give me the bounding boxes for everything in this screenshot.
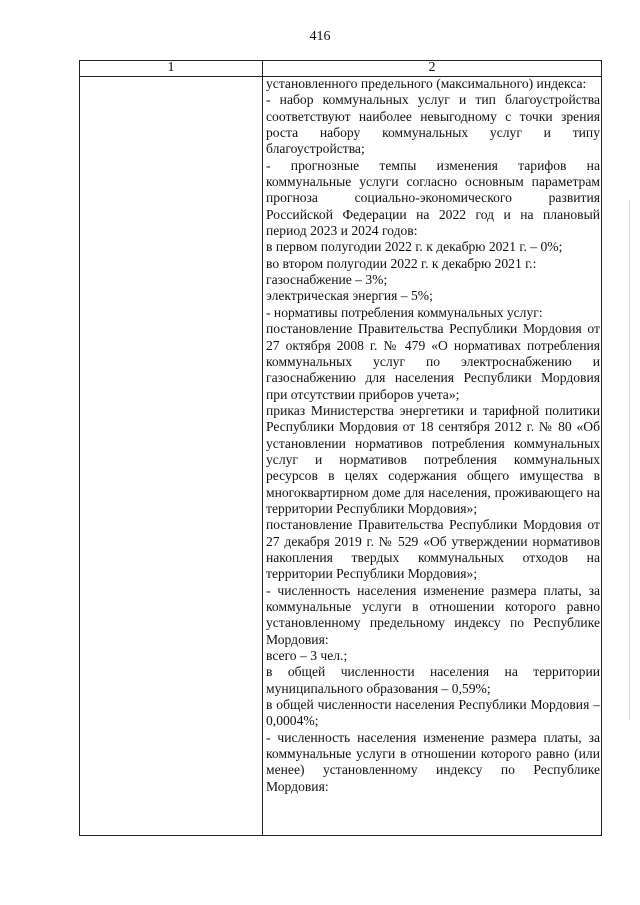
column-2-body: [266, 76, 600, 795]
paragraph: газоснабжение – 3%;: [266, 272, 388, 288]
page-number: 416: [309, 29, 331, 44]
paragraph: в общей численности населения на территории муниципального образования – 0,59%;: [266, 664, 600, 696]
paragraph: - нормативы потребления коммунальных услуг:: [266, 304, 543, 320]
paragraph: - численность населения изменение размера платы, за коммунальные услуги в отношении которого равно (или менее) установленному индексу по Республике Мордовия:: [266, 729, 600, 794]
scan-edge-mark: [629, 200, 630, 720]
paragraph: в общей численности населения Республики Мордовия – 0,0004%;: [266, 697, 600, 729]
paragraph: постановление Правительства Республики Мордовия от 27 октября 2008 г. № 479 «О нормативах потребления коммунальных услуг по электроснабжению и газоснабжению для населения Республики Мордовия при отсутствии приборов учета»;: [266, 321, 600, 402]
table-header-row: [80, 61, 601, 77]
column-2-header: 2: [428, 60, 436, 75]
paragraph: - численность населения изменение размера платы, за коммунальные услуги в отношении которого равно установленному предельному индексу по Республике Мордовия:: [266, 582, 600, 647]
paragraph: электрическая энергия – 5%;: [266, 288, 433, 304]
column-1-header: 1: [167, 60, 175, 75]
paragraph: постановление Правительства Республики Мордовия от 27 декабря 2019 г. № 529 «Об утверждении нормативов накопления твердых коммунальных отходов на территории Республики Мордовия»;: [266, 517, 600, 582]
paragraph: во втором полугодии 2022 г. к декабрю 2021 г.:: [266, 255, 537, 271]
column-divider: [262, 61, 263, 835]
paragraph: всего – 3 чел.;: [266, 648, 348, 664]
paragraph: приказ Министерства энергетики и тарифной политики Республики Мордовия от 18 сентября 2012 г. № 80 «Об установлении нормативов потребления коммунальных услуг и нормативов потребления коммунальных ресурсов в целях содержания общего имущества в многоквартирном доме для населения, проживающего на территории Республики Мордовия»;: [266, 402, 600, 516]
paragraph: - прогнозные темпы изменения тарифов на коммунальные услуги согласно основным параметрам прогноза социально-экономического развития Российской Федерации на 2022 год и на плановый период 2023 и 2024 годов:: [266, 157, 600, 239]
paragraph: в первом полугодии 2022 г. к декабрю 2021 г. – 0%;: [266, 239, 563, 255]
paragraph: - набор коммунальных услуг и тип благоустройства соответствуют наиболее невыгодному с точки зрения роста набору коммунальных услуг и типу благоустройства;: [266, 92, 600, 157]
content-table: [79, 60, 602, 836]
paragraph: установленного предельного (максимального) индекса:: [266, 76, 587, 91]
